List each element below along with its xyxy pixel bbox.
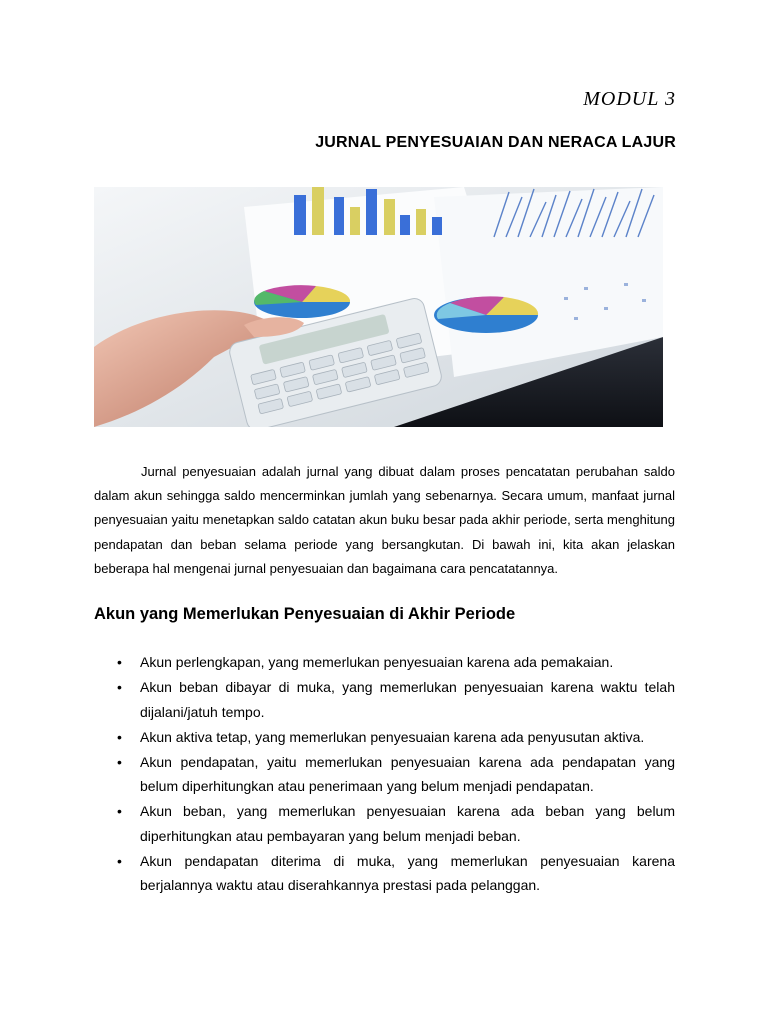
page-title: JURNAL PENYESUAIAN DAN NERACA LAJUR	[315, 134, 676, 151]
list-item	[94, 725, 675, 750]
section-heading: Akun yang Memerlukan Penyesuaian di Akhir Periode	[94, 605, 516, 623]
bullet-icon: •	[117, 852, 122, 869]
list-item-text: Akun beban, yang memerlukan penyesuaian karena ada beban yang belum diperhitungkan atau pembayaran yang belum menjadi beban.	[140, 803, 675, 844]
list-item-text: Akun perlengkapan, yang memerlukan penyesuaian karena ada pemakaian.	[140, 654, 614, 670]
bullet-icon: •	[117, 728, 122, 745]
list-item	[94, 750, 675, 799]
list-item	[94, 675, 675, 724]
list-item	[94, 849, 675, 898]
bullet-icon: •	[117, 803, 122, 819]
module-label: MODUL 3	[583, 88, 676, 110]
list-item-text: Akun beban dibayar di muka, yang memerlukan penyesuaian karena waktu telah dijalani/jatuh tempo.	[140, 679, 675, 720]
bullet-icon: •	[117, 679, 122, 695]
accounting-photo-icon	[94, 187, 663, 427]
list-item	[94, 650, 675, 675]
adjustment-account-list	[94, 650, 675, 898]
list-item-text: Akun pendapatan diterima di muka, yang memerlukan penyesuaian karena berjalannya waktu atau diserahkannya prestasi pada pelanggan.	[140, 852, 675, 893]
intro-paragraph: Jurnal penyesuaian adalah jurnal yang dibuat dalam proses pencatatan perubahan saldo dalam akun sehingga saldo mencerminkan jumlah yang sebenarnya. Secara umum, manfaat jurnal penyesuaian yaitu menetapkan saldo catatan akun buku besar pada akhir periode, serta menghitung pendapatan dan beban selama periode yang bersangkutan. Di bawah ini, kita akan jelaskan beberapa hal mengenai jurnal penyesuaian dan bagaimana cara pencatatannya.	[94, 464, 675, 576]
list-item-text: Akun aktiva tetap, yang memerlukan penyesuaian karena ada penyusutan aktiva.	[140, 728, 645, 745]
bullet-icon: •	[117, 654, 122, 670]
list-item-text: Akun pendapatan, yaitu memerlukan penyesuaian karena ada pendapatan yang belum diperhitungkan atau penerimaan yang belum menjadi pendapatan.	[140, 753, 675, 794]
bullet-icon: •	[117, 753, 122, 770]
list-item	[94, 799, 675, 848]
